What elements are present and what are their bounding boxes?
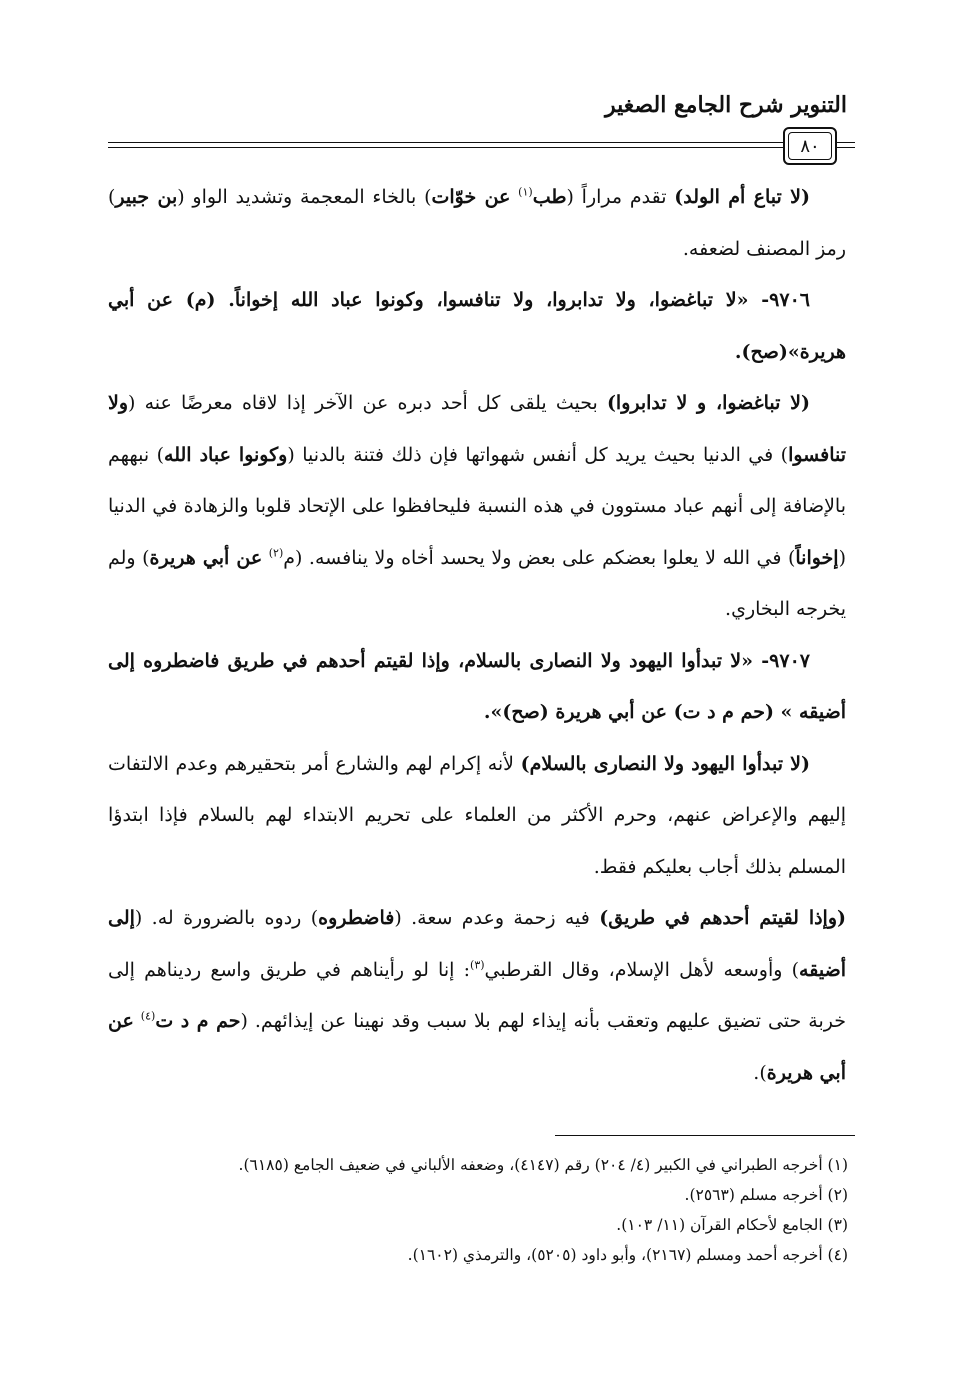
- bold-term: عن أبي هريرة: [149, 546, 263, 569]
- hadith-9706: [108, 275, 846, 378]
- hadith-9707: [108, 636, 846, 739]
- text-run: تقدم مراراً (: [566, 186, 675, 208]
- footnote-separator: [555, 1135, 855, 1136]
- bold-term: إخواناً: [795, 546, 839, 569]
- hadith-grade: (صح).: [734, 340, 788, 363]
- bold-term: (لا تباغضوا، و لا تدابروا): [606, 392, 810, 414]
- page-number: ٨٠: [783, 127, 837, 165]
- footnote-marker: (٢): [268, 546, 284, 560]
- text-run: ) رمز المصنف لضعفه.: [108, 186, 846, 260]
- footnote-1: (١) أخرجه الطبراني في الكبير (٤/ ٢٠٤) رقم (٤١٤٧)، وضعفه الألباني في ضعيف الجامع (٦١٨٥).: [238, 1156, 848, 1174]
- bold-term: ولا تنافسوا: [108, 392, 846, 466]
- text-run: : إنا لو رأيناهم في طريق واسع رديناهم إلى خربة حتى تضيق عليهم وتعقب بأنه إيذاء لهم بلا سبب وقد نهينا عن إيذائهم. (: [108, 958, 846, 1032]
- bold-term: حم م د ت: [155, 1010, 241, 1032]
- commentary-paragraph-2: [108, 378, 846, 636]
- footnote-marker: (٣): [470, 958, 485, 972]
- main-text: [108, 172, 846, 1099]
- text-run: ) في الله لا يعلوا بعضكم على بعض ولا يحسد أخاه ولا ينافسه. (م: [283, 546, 796, 569]
- text-run: لأنه إكرام لهم والشارع أمر بتحقيرهم وعدم الالتفات إليهم والإعراض عنهم، وحرم الأكثر من العلماء على تحريم الابتداء لهم بالسلام فإذا ابتدؤا المسلم بذلك أجاب بعليكم فقط.: [108, 752, 846, 878]
- footnote-4: (٤) أخرجه أحمد ومسلم (٢١٦٧)، وأبو داود (٥٢٠٥)، والترمذي (١٦٠٢).: [407, 1246, 848, 1264]
- text-run: ).: [753, 1061, 767, 1084]
- header-rule-stub-top: [837, 142, 855, 143]
- hadith-number: ٩٧٠٦-: [748, 289, 810, 311]
- header-rule-top: [108, 142, 785, 143]
- bold-term: عن أبي هريرة: [108, 1010, 846, 1084]
- hadith-text: «لا تبدأوا اليهود ولا النصارى بالسلام، وإذا لقيتم أحدهم في طريق فاضطروه إلى أضيقه » (حم م د ت) عن أبي هريرة (صح)».: [108, 649, 846, 723]
- footnote-marker: (٤): [140, 1009, 156, 1023]
- bold-term: بن جبير: [115, 186, 178, 208]
- bold-term: (لا تباع أم الولد): [674, 186, 811, 208]
- bold-term: طب: [532, 186, 567, 208]
- hadith-number: ٩٧٠٧-: [752, 649, 810, 672]
- text-run: ) وأوسعه لأهل الإسلام، وقال القرطبي: [484, 958, 800, 981]
- commentary-paragraph-4: [108, 893, 846, 1099]
- running-title: التنوير شرح الجامع الصغير: [605, 92, 847, 118]
- bold-term: عن خوّات: [431, 186, 511, 208]
- text-run: ) نبههم بالإضافة إلى أنهم عباد مستوون في هذه النسبة فليحافظوا على الإتحاد قلوبا والزهادة في الدنيا (: [108, 443, 846, 569]
- hadith-text: «لا تباغضوا، ولا تدابروا، ولا تنافسوا، وكونوا عباد الله إخواناً. (م) عن أبي هريرة»: [108, 289, 846, 363]
- header-rule-bottom: [108, 147, 785, 148]
- header-rule-stub-bottom: [837, 147, 855, 148]
- text-run: ) بالخاء المعجمة وتشديد الواو (: [177, 186, 432, 208]
- bold-term: فاضطروه: [318, 907, 395, 929]
- bold-term: وكونوا عباد الله: [164, 443, 288, 466]
- footnotes: [108, 1150, 848, 1270]
- text-run: [134, 1010, 141, 1032]
- commentary-paragraph-3: [108, 739, 846, 894]
- bold-term: (لا تبدأوا اليهود ولا النصارى بالسلام): [520, 752, 810, 775]
- commentary-paragraph-1: [108, 172, 846, 275]
- text-run: ) ولم يخرجه البخاري.: [108, 546, 846, 620]
- footnote-3: (٣) الجامع لأحكام القرآن (١١/ ١٠٣).: [616, 1216, 848, 1234]
- text-run: ) في الدنيا بحيث يريد كل أنفس شهواتها فإن ذلك فتنة بالدنيا (: [287, 443, 789, 466]
- bold-term: (وإذا لقيتم أحدهم في طريق): [599, 907, 847, 929]
- footnote-marker: (١): [518, 185, 533, 199]
- bold-term: إلى أضيقه: [108, 907, 846, 981]
- text-run: ) ردوه بالضرورة له. (: [134, 907, 319, 929]
- text-run: بحيث يلقى كل أحد دبره عن الآخر إذا لاقاه معرضًا عنه (: [128, 392, 607, 414]
- footnote-2: (٢) أخرجه مسلم (٢٥٦٣).: [684, 1186, 848, 1204]
- text-run: فيه زحمة وعدم سعة. (: [394, 907, 600, 929]
- text-run: [510, 186, 518, 208]
